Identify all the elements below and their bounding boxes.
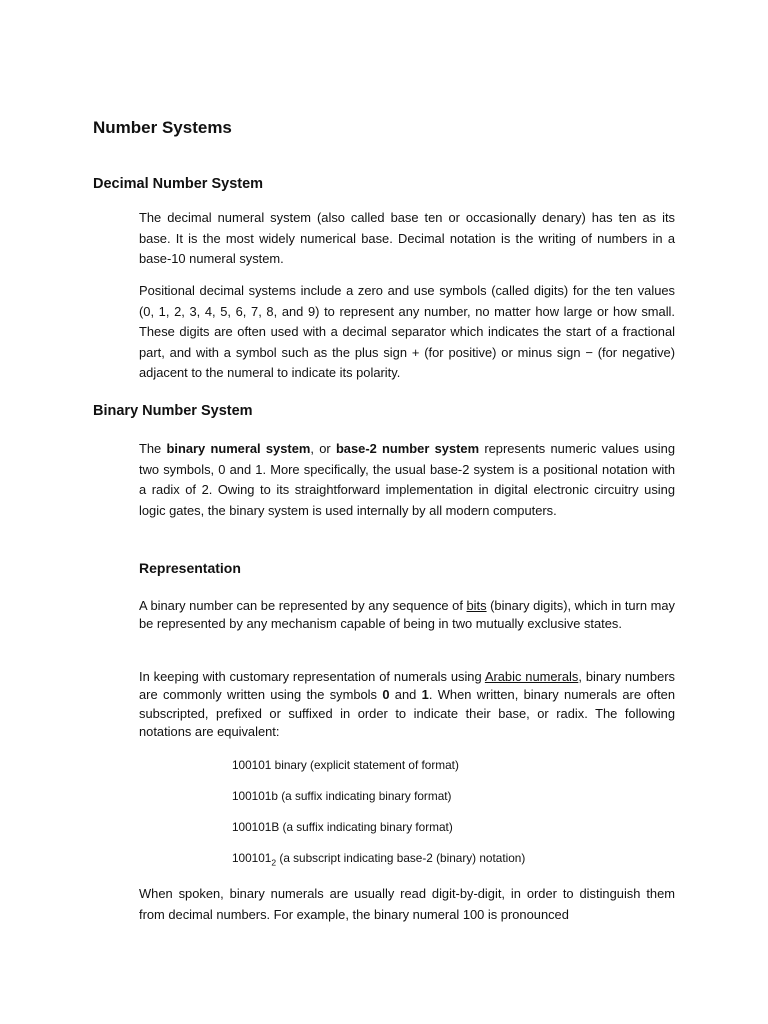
- representation-heading: Representation: [139, 560, 241, 576]
- base2-term: base-2 number system: [335, 441, 480, 456]
- binary-paragraph-1: The binary numeral system, or base-2 number system represents numeric values using two symbols, 0 and 1. More specifically, the usual base-2 system is a positional notation with a radix of 2. Owing to its straightforward implementation in digital electronic circuitry using logic gates, the binary system is used internally by all modern computers.: [139, 441, 675, 518]
- binary-term: binary numeral system: [166, 441, 311, 456]
- page-title: Number Systems: [93, 118, 232, 137]
- decimal-paragraph-1: The decimal numeral system (also called base ten or occasionally denary) has ten as its base. It is the most widely numerical base. Decimal notation is the writing of numbers in a base-10 numeral system.: [139, 210, 675, 267]
- decimal-paragraph-2: Positional decimal systems include a zero and use symbols (called digits) for the ten values (0, 1, 2, 3, 4, 5, 6, 7, 8, and 9) to represent any number, no matter how large or how small. These digits are often used with a decimal separator which indicates the start of a fractional part, and with a symbol such as the plus sign + (for positive) or minus sign − (for negative) adjacent to the numeral to indicate its polarity.: [139, 283, 675, 381]
- representation-paragraph-1: A binary number can be represented by any sequence of bits (binary digits), which in turn may be represented by any mechanism capable of being in two mutually exclusive states.: [139, 598, 675, 632]
- notation-suffix-upper: 100101B (a suffix indicating binary format): [232, 820, 453, 834]
- representation-paragraph-3: When spoken, binary numerals are usually read digit-by-digit, in order to distinguish them from decimal numbers. For example, the binary numeral 100 is pronounced: [139, 886, 675, 922]
- decimal-heading: Decimal Number System: [93, 176, 264, 192]
- arabic-numerals-link[interactable]: Arabic numerals: [484, 669, 579, 684]
- bits-link[interactable]: bits: [466, 598, 487, 613]
- notation-explicit: 100101 binary (explicit statement of format): [232, 758, 459, 772]
- notation-suffix-lower: 100101b (a suffix indicating binary format): [232, 789, 452, 803]
- notation-subscript: $100101_2$ (a subscript indicating base-2 (binary) notation): [232, 851, 526, 868]
- binary-heading: Binary Number System: [93, 403, 253, 419]
- representation-paragraph-2: In keeping with customary representation of numerals using Arabic numerals, binary numbers are commonly written using the symbols 0 and 1. When written, binary numerals are often subscripted, prefixed or suffixed in order to indicate their base, or radix. The following notations are equivalent:: [139, 669, 676, 740]
